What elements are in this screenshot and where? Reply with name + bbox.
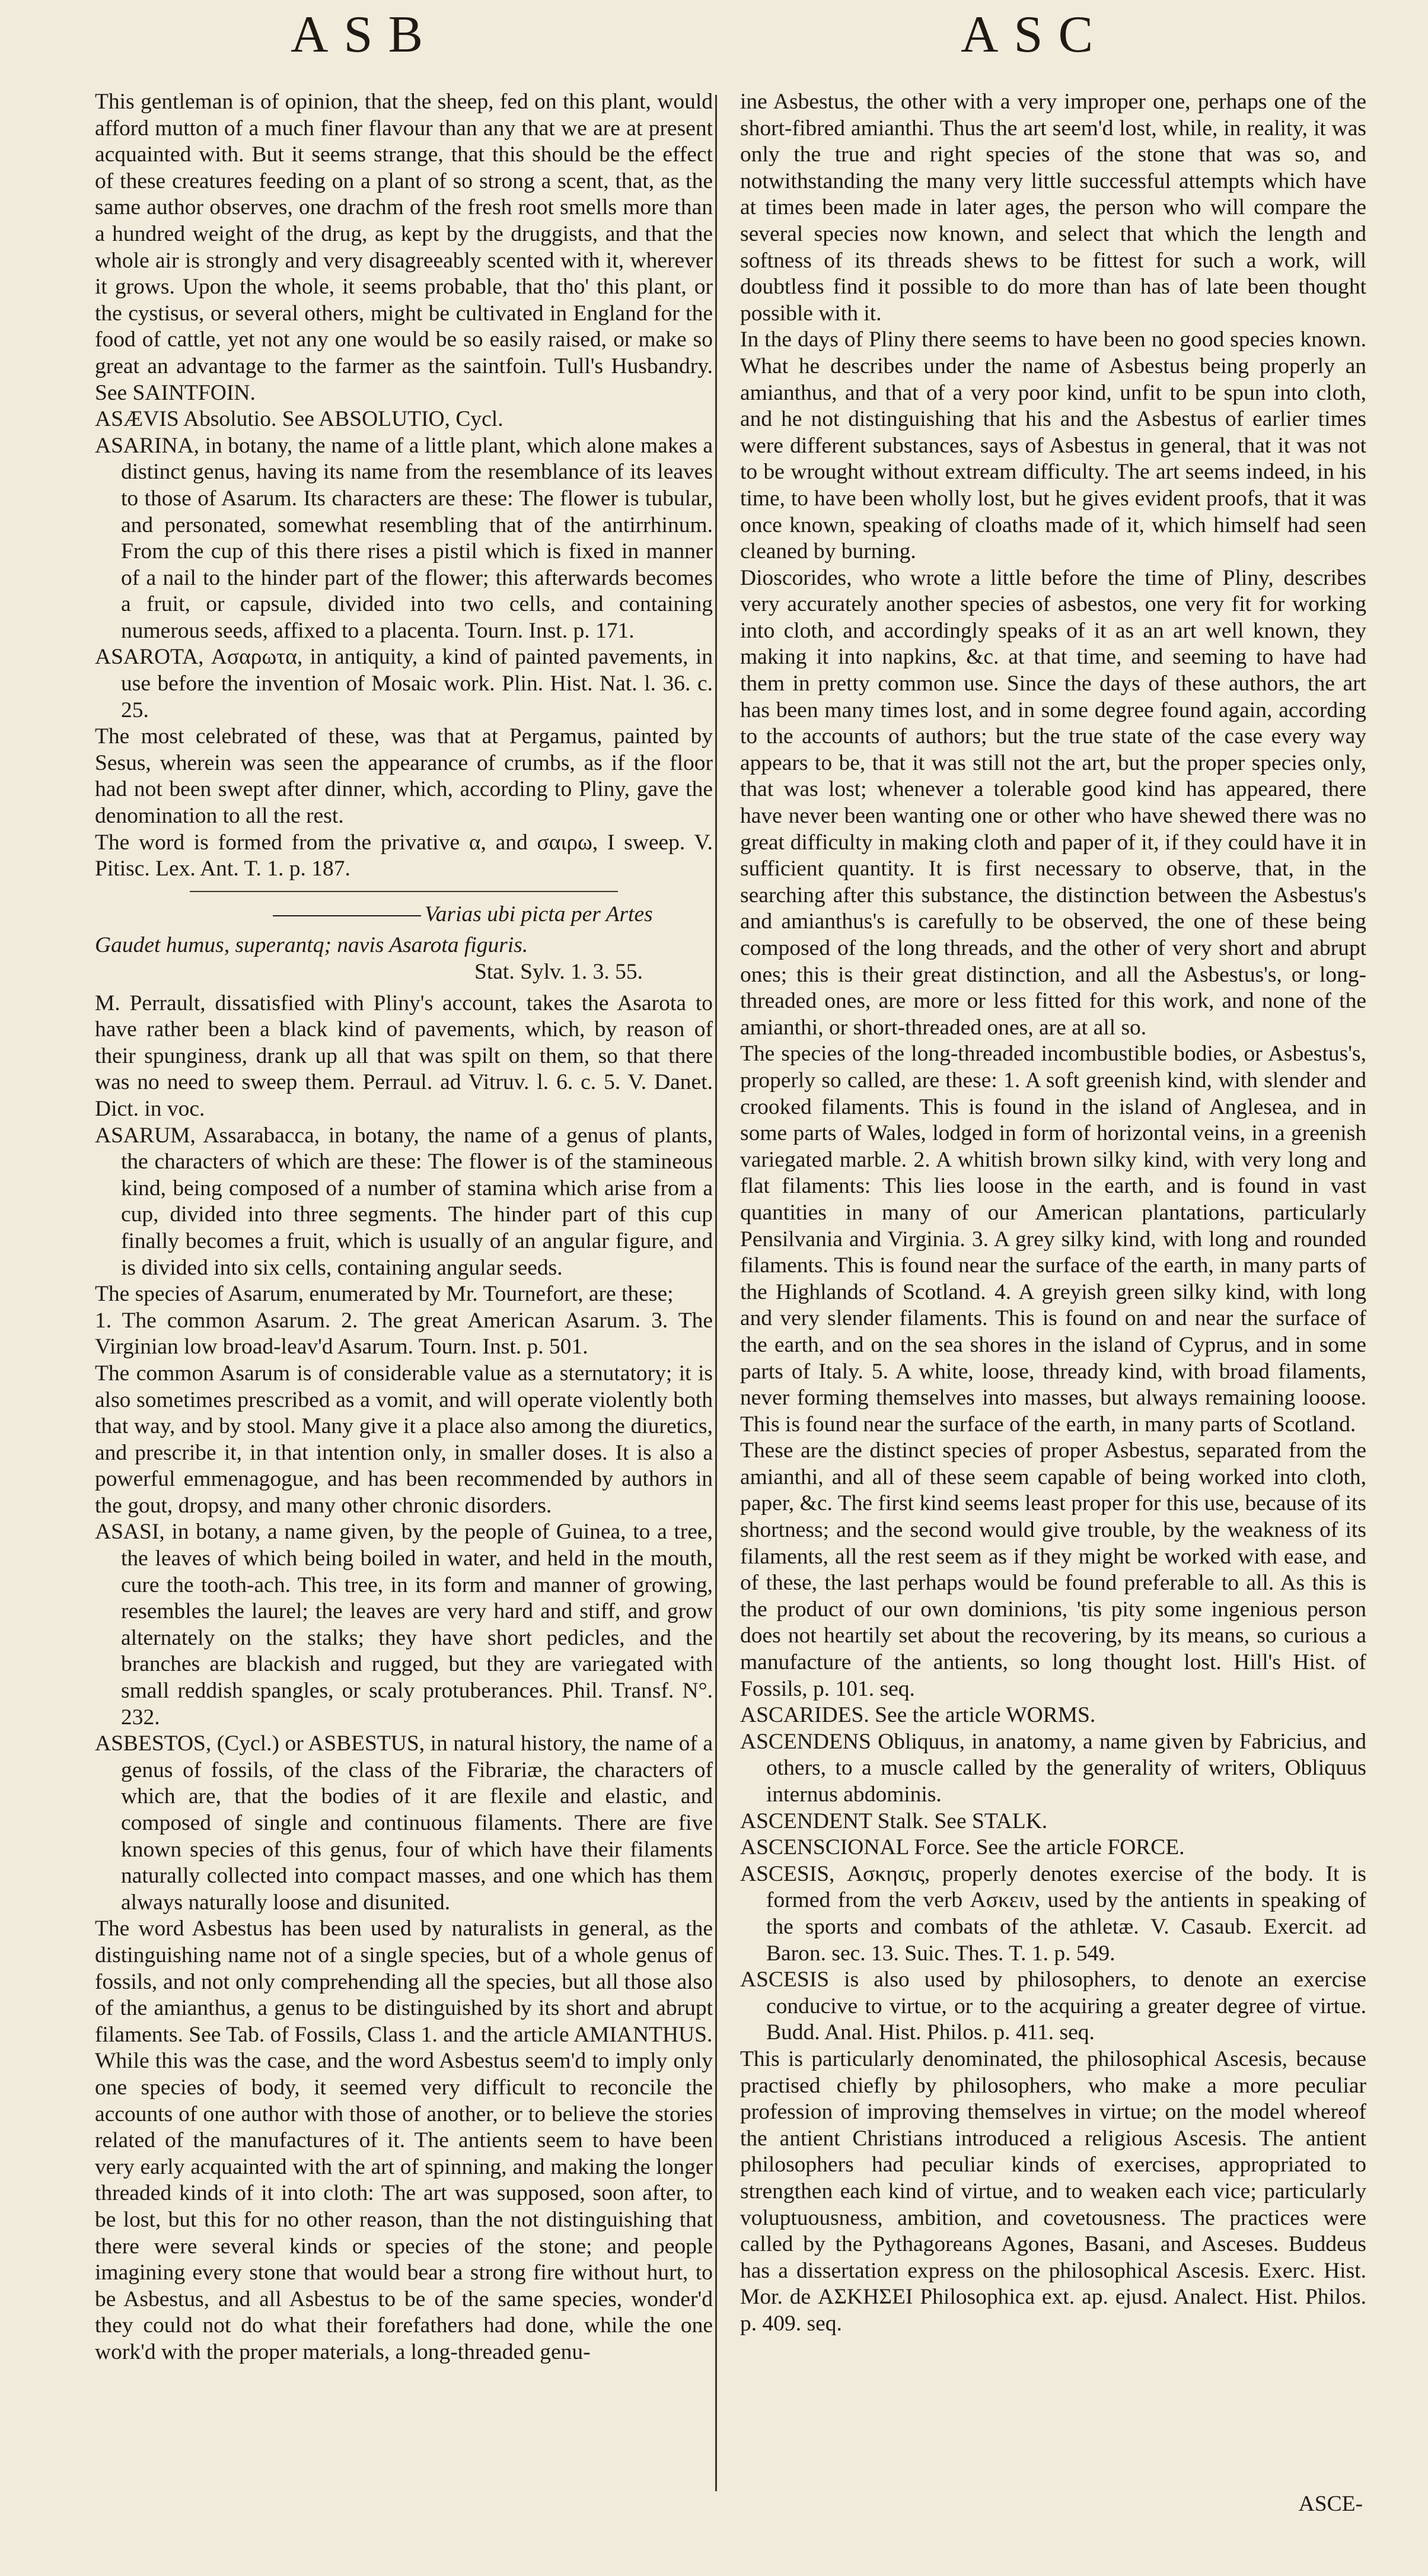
entry-paragraph: The species of the long-threaded incombustible bodies, or Asbestus's, properly so called, are these: 1. A soft greenish kind, with slender and crooked filaments. This is found in the island of Anglesea, and in some parts of Wales, lodged in form of horizontal veins, in a greenish variegated marble. 2. A whitish brown silky kind, with very long and flat filaments: This lies loose in the earth, and is found in vast quantities in many of our American plantations, particularly Pensilvania and Virginia. 3. A grey silky kind, with long and rounded filaments. This is found near the surface of the earth, in many parts of the Highlands of Scotland. 4. A greyish green silky kind, with long and very slender filaments. This is found on and near the surface of the earth, and on the sea shores in the island of Cyprus, and in some parts of Italy. 5. A white, loose, thready kind, with broad filaments, never forming themselves into masses, but always remaining looose. This is found near the surface of the earth, in many parts of Scotland. (740, 1042, 1366, 1437)
entry-asarina: ASARINA, in botany, the name of a little plant, which alone makes a distinct genus, having its name from the resemblance of its leaves to those of Asarum. Its characters are these: The flower is tubular, and personated, somewhat resembling that of the antirrhinum. From the cup of this there rises a pistil which is fixed in manner of a nail to the hinder part of the flower; this afterwards becomes a fruit, or capsule, divided into two cells, and containing numerous seeds, affixed to a placenta. Tourn. Inst. p. 171. (95, 433, 713, 643)
separator-rule (190, 891, 618, 892)
column-divider (715, 95, 717, 2491)
entry-asasi: ASASI, in botany, a name given, by the people of Guinea, to a tree, the leaves of which being boiled in water, and held in the mouth, cure the tooth-ach. This tree, in its form and manner of growing, resembles the laurel; the leaves are very hard and stiff, and grow alternately on the stalks; they have short pedicles, and the branches are blackish and rugged, but they are variegated with small reddish spangles, or scaly protuberances. Phil. Transf. N°. 232. (95, 1520, 713, 1730)
left-column (95, 89, 713, 2365)
entry-ascendent: ASCENDENT Stalk. See STALK. (740, 1808, 1048, 1833)
entry-paragraph: These are the distinct species of proper Asbestus, separated from the amianthi, and all of these seem capable of being worked into cloth, paper, &c. The first kind seems least proper for this use, because of its shortness; and the second would give trouble, by the weakness of its filaments, all the rest seem as if they might be worked with ease, and of these, the last perhaps would be found preferable to all. As this is the product of our own dominions, 'tis pity some ingenious person does not heartily set about the recovering, by its means, so curious a manufacture of the antients, so long thought lost. Hill's Hist. of Fossils, p. 101. seq. (740, 1438, 1366, 1701)
entry-ascesis: ASCESIS, Ασκησις, properly denotes exercise of the body. It is formed from the verb Ασκειν, used by the antients in speaking of the sports and combats of the athletæ. V. Casaub. Exercit. ad Baron. sec. 13. Suic. Thes. T. 1. p. 549. (740, 1861, 1366, 1966)
running-head-right: ASC (961, 6, 1109, 63)
catchword: ASCE- (1298, 2492, 1363, 2516)
entry-paragraph: The common Asarum is of considerable value as a sternutatory; it is also sometimes prescribed as a vomit, and will operate violently both that way, and by stool. Many give it a place also among the diuretics, and prescribe it, in that intention only, in smaller doses. It is also a powerful emmenagogue, and has been recommended by authors in the gout, dropsy, and many other chronic disorders. (95, 1361, 713, 1518)
running-head-left: ASB (291, 6, 439, 63)
right-column (740, 89, 1366, 2337)
entry-asaevis: ASÆVIS Absolutio. See ABSOLUTIO, Cycl. (95, 407, 503, 432)
entry-asbestos: ASBESTOS, (Cycl.) or ASBESTUS, in natural history, the name of a genus of fossils, of the class of the Fibrariæ, the characters of which are, that the bodies of it are flexile and elastic, and composed of single and continuous filaments. There are five known species of this genus, four of which have their filaments naturally collected into compact masses, and one which has them always naturally loose and disunited. (95, 1731, 713, 1915)
entry-paragraph: While this was the case, and the word Asbestus seem'd to imply only one species of body, it seemed very difficult to reconcile the accounts of one author with those of another, or to believe the stories related of the manufactures of it. The antients seem to have been very early acquainted with the art of spinning, and making the longer threaded kinds of it into cloth: The art was supposed, soon after, to be lost, but this for no other reason, than the not distinguishing that there were several kinds or species of the stone; and people imagining every stone that would bear a strong fire without hurt, to be Asbestus, and all Asbestus to be of the same species, wonder'd they could not do what their forefathers had done, while the one work'd with the proper materials, a long-threaded genu- (95, 2049, 713, 2364)
entry-paragraph: In the days of Pliny there seems to have been no good species known. What he describes under the name of Asbestus being properly an amianthus, and that of a very poor kind, unfit to be spun into cloth, and he not distinguishing that his and the Asbestus of earlier times were different substances, says of Asbestus in general, that it was not to be wrought without extream difficulty. The art seems indeed, in his time, to have been wholly lost, but he gives evident proofs, that it was once known, speaking of cloaths made of it, which himself had seen cleaned by burning. (740, 327, 1366, 564)
verse-line: Gaudet humus, superantq; navis Asarota figuris. (95, 933, 528, 958)
entry-paragraph: The word Asbestus has been used by naturalists in general, as the distinguishing name not of a single species, but of a whole genus of fossils, and not only comprehending all the species, but all those also of the amianthus, a genus to be distinguished by its short and abrupt filaments. See Tab. of Fossils, Class 1. and the article AMIANTHUS. (95, 1916, 713, 2047)
entry-paragraph: This is particularly denominated, the philosophical Ascesis, because practised chiefly by philosophers, who make a more peculiar profession of improving themselves in virtue; on the model whereof the antient Christians introduced a religious Ascesis. The antient philosophers had peculiar kinds of exercises, appropriated to strengthen each kind of virtue, and to weaken each vice; particularly voluptuousness, ambition, and covetousness. The practices were called by the Pythagoreans Agones, Basani, and Asceses. Buddeus has a dissertation express on the philosophical Ascesis. Exerc. Hist. Mor. de ΑΣΚΗΣΕΙ Philosophica ext. ap. ejusd. Analect. Hist. Philos. p. 409. seq. (740, 2046, 1366, 2336)
entry-paragraph: 1. The common Asarum. 2. The great American Asarum. 3. The Virginian low broad-leav'd Asarum. Tourn. Inst. p. 501. (95, 1308, 713, 1359)
entry-ascensional: ASCENSCIONAL Force. See the article FORCE. (740, 1835, 1185, 1860)
entry-paragraph: M. Perrault, dissatisfied with Pliny's account, takes the Asarota to have rather been a black kind of pavements, which, by reason of their spunginess, drank up all that was spilt on them, so that there was no need to sweep them. Perraul. ad Vitruv. l. 6. c. 5. V. Danet. Dict. in voc. (95, 991, 713, 1121)
entry-ascendens: ASCENDENS Obliquus, in anatomy, a name given by Fabricius, and others, to a muscle called by the generality of writers, Obliquus internus abdominis. (740, 1729, 1366, 1807)
entry-paragraph: This gentleman is of opinion, that the sheep, fed on this plant, would afford mutton of a much finer flavour than any that we are at present acquainted with. But it seems strange, that this should be the effect of these creatures feeding on a plant of so strong a scent, that, as the same author observes, one drachm of the fresh root smells more than a hundred weight of the drug, as kept by the druggists, and that the whole air is strongly and very disagreeably scented with it, wherever it grows. Upon the whole, it seems probable, that tho' this plant, or the cystisus, or several others, might be cultivated in England for the food of cattle, yet not any one would be so easily raised, or make so great an advantage to the farmer as the saintfoin. Tull's Husbandry. See SAINTFOIN. (95, 90, 713, 405)
entry-paragraph: ine Asbestus, the other with a very improper one, perhaps one of the short-fibred amianthi. Thus the art seem'd lost, while, in reality, it was only the true and right species of the stone that was so, and notwithstanding the many very little successful attempts which have at times been made in later ages, the person who will compare the several species now known, and select that which the length and softness of its threads shews to be fittest for such a work, will doubtless find it possible to do more than has of late been thought possible with it. (740, 90, 1366, 326)
entry-paragraph: The word is formed from the privative α, and σαιρω, I sweep. V. Pitisc. Lex. Ant. T. 1. p. 187. (95, 830, 713, 881)
verse-dash (273, 915, 421, 916)
entry-asarota: ASAROTA, Ασαρωτα, in antiquity, a kind of painted pavements, in use before the invention of Mosaic work. Plin. Hist. Nat. l. 36. c. 25. (95, 645, 713, 722)
entry-ascarides: ASCARIDES. See the article WORMS. (740, 1703, 1096, 1728)
entry-paragraph: Dioscorides, who wrote a little before the time of Pliny, describes very accurately another species of asbestos, one very fit for working into cloth, and accordingly speaks of it as an art well known, they making it into napkins, &c. at that time, and seeming to have had them in pretty common use. Since the days of these authors, the art has been many times lost, and in some degree found again, according to the accounts of authors; but the true state of the case every way appears to be, that it was still not the art, but the proper species only, that was lost; whenever a tolerable good kind has appeared, there have never been wanting one or other who have shewed there was no great difficulty in making cloth and paper of it, if they could have it in sufficient quantity. It is first necessary to observe, that, in the searching after this substance, the distinction between the Asbestus's and amianthus's is carefully to be observed, the one of these being composed of the long threads, and the other of very short and abrupt ones; this is their great distinction, and all the Asbestus's, or long-threaded ones, are more or less fitted for this work, and none of the amianthi, or short-threaded ones, are at all so. (740, 565, 1366, 1040)
verse-line: Varias ubi picta per Artes (95, 902, 713, 928)
entry-paragraph: The species of Asarum, enumerated by Mr. Tournefort, are these; (95, 1282, 674, 1307)
verse-citation: Stat. Sylv. 1. 3. 55. (474, 960, 643, 984)
entry-asarum: ASARUM, Assarabacca, in botany, the name of a genus of plants, the characters of which are these: The flower is of the stamineous kind, being composed of a number of stamina which arise from a cup, divided into three segments. The hinder part of this cup finally becomes a fruit, which is usually of an angular figure, and is divided into six cells, containing angular seeds. (95, 1123, 713, 1280)
entry-ascesis-philosophers: ASCESIS is also used by philosophers, to denote an exercise conducive to virtue, or to the acquiring a greater degree of virtue. Budd. Anal. Hist. Philos. p. 411. seq. (740, 1967, 1366, 2045)
entry-paragraph: The most celebrated of these, was that at Pergamus, painted by Sesus, wherein was seen the appearance of crumbs, as if the floor had not been swept after dinner, which, according to Pliny, gave the denomination to all the rest. (95, 724, 713, 829)
